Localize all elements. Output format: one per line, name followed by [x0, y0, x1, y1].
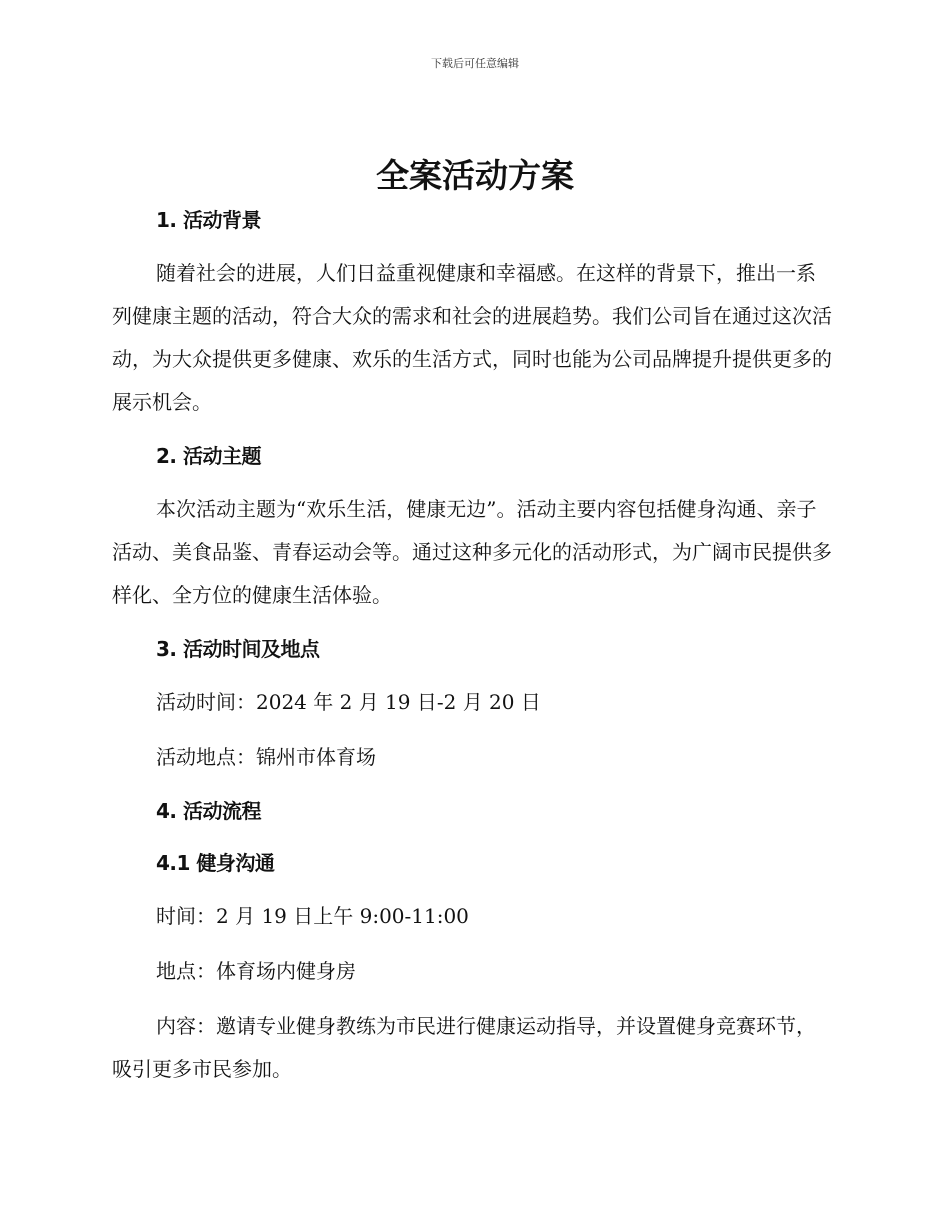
- section-heading-process: 4. 活动流程: [156, 799, 261, 823]
- event-place: 活动地点：锦州市体育场: [156, 745, 376, 769]
- subsection-heading-fitness: 4.1 健身沟通: [156, 851, 275, 875]
- paragraph-background: 随着社会的进展，人们日益重视健康和幸福感。在这样的背景下，推出一系列健康主题的活动，符合大众的需求和社会的进展趋势。我们公司旨在通过这次活动，为大众提供更多健康、欢乐的生活方式，同时也能为公司品牌提升提供更多的展示机会。: [112, 261, 832, 414]
- document-title: 全案活动方案: [376, 156, 574, 195]
- fitness-content: 内容：邀请专业健身教练为市民进行健康运动指导，并设置健身竞赛环节，吸引更多市民参加。: [112, 1014, 816, 1081]
- page-header-note: 下载后可任意编辑: [431, 57, 519, 70]
- section-heading-background: 1. 活动背景: [156, 208, 261, 232]
- document-body: [112, 200, 832, 1091]
- paragraph-theme: 本次活动主题为“欢乐生活，健康无边”。活动主要内容包括健身沟通、亲子活动、美食品鉴、青春运动会等。通过这种多元化的活动形式，为广阔市民提供多样化、全方位的健康生活体验。: [112, 497, 832, 607]
- section-heading-theme: 2. 活动主题: [156, 444, 261, 468]
- fitness-time: 时间：2 月 19 日上午 9:00-11:00: [156, 904, 469, 928]
- fitness-place: 地点：体育场内健身房: [156, 959, 356, 983]
- event-time: 活动时间：2024 年 2 月 19 日-2 月 20 日: [156, 690, 541, 714]
- section-heading-time-place: 3. 活动时间及地点: [156, 637, 320, 661]
